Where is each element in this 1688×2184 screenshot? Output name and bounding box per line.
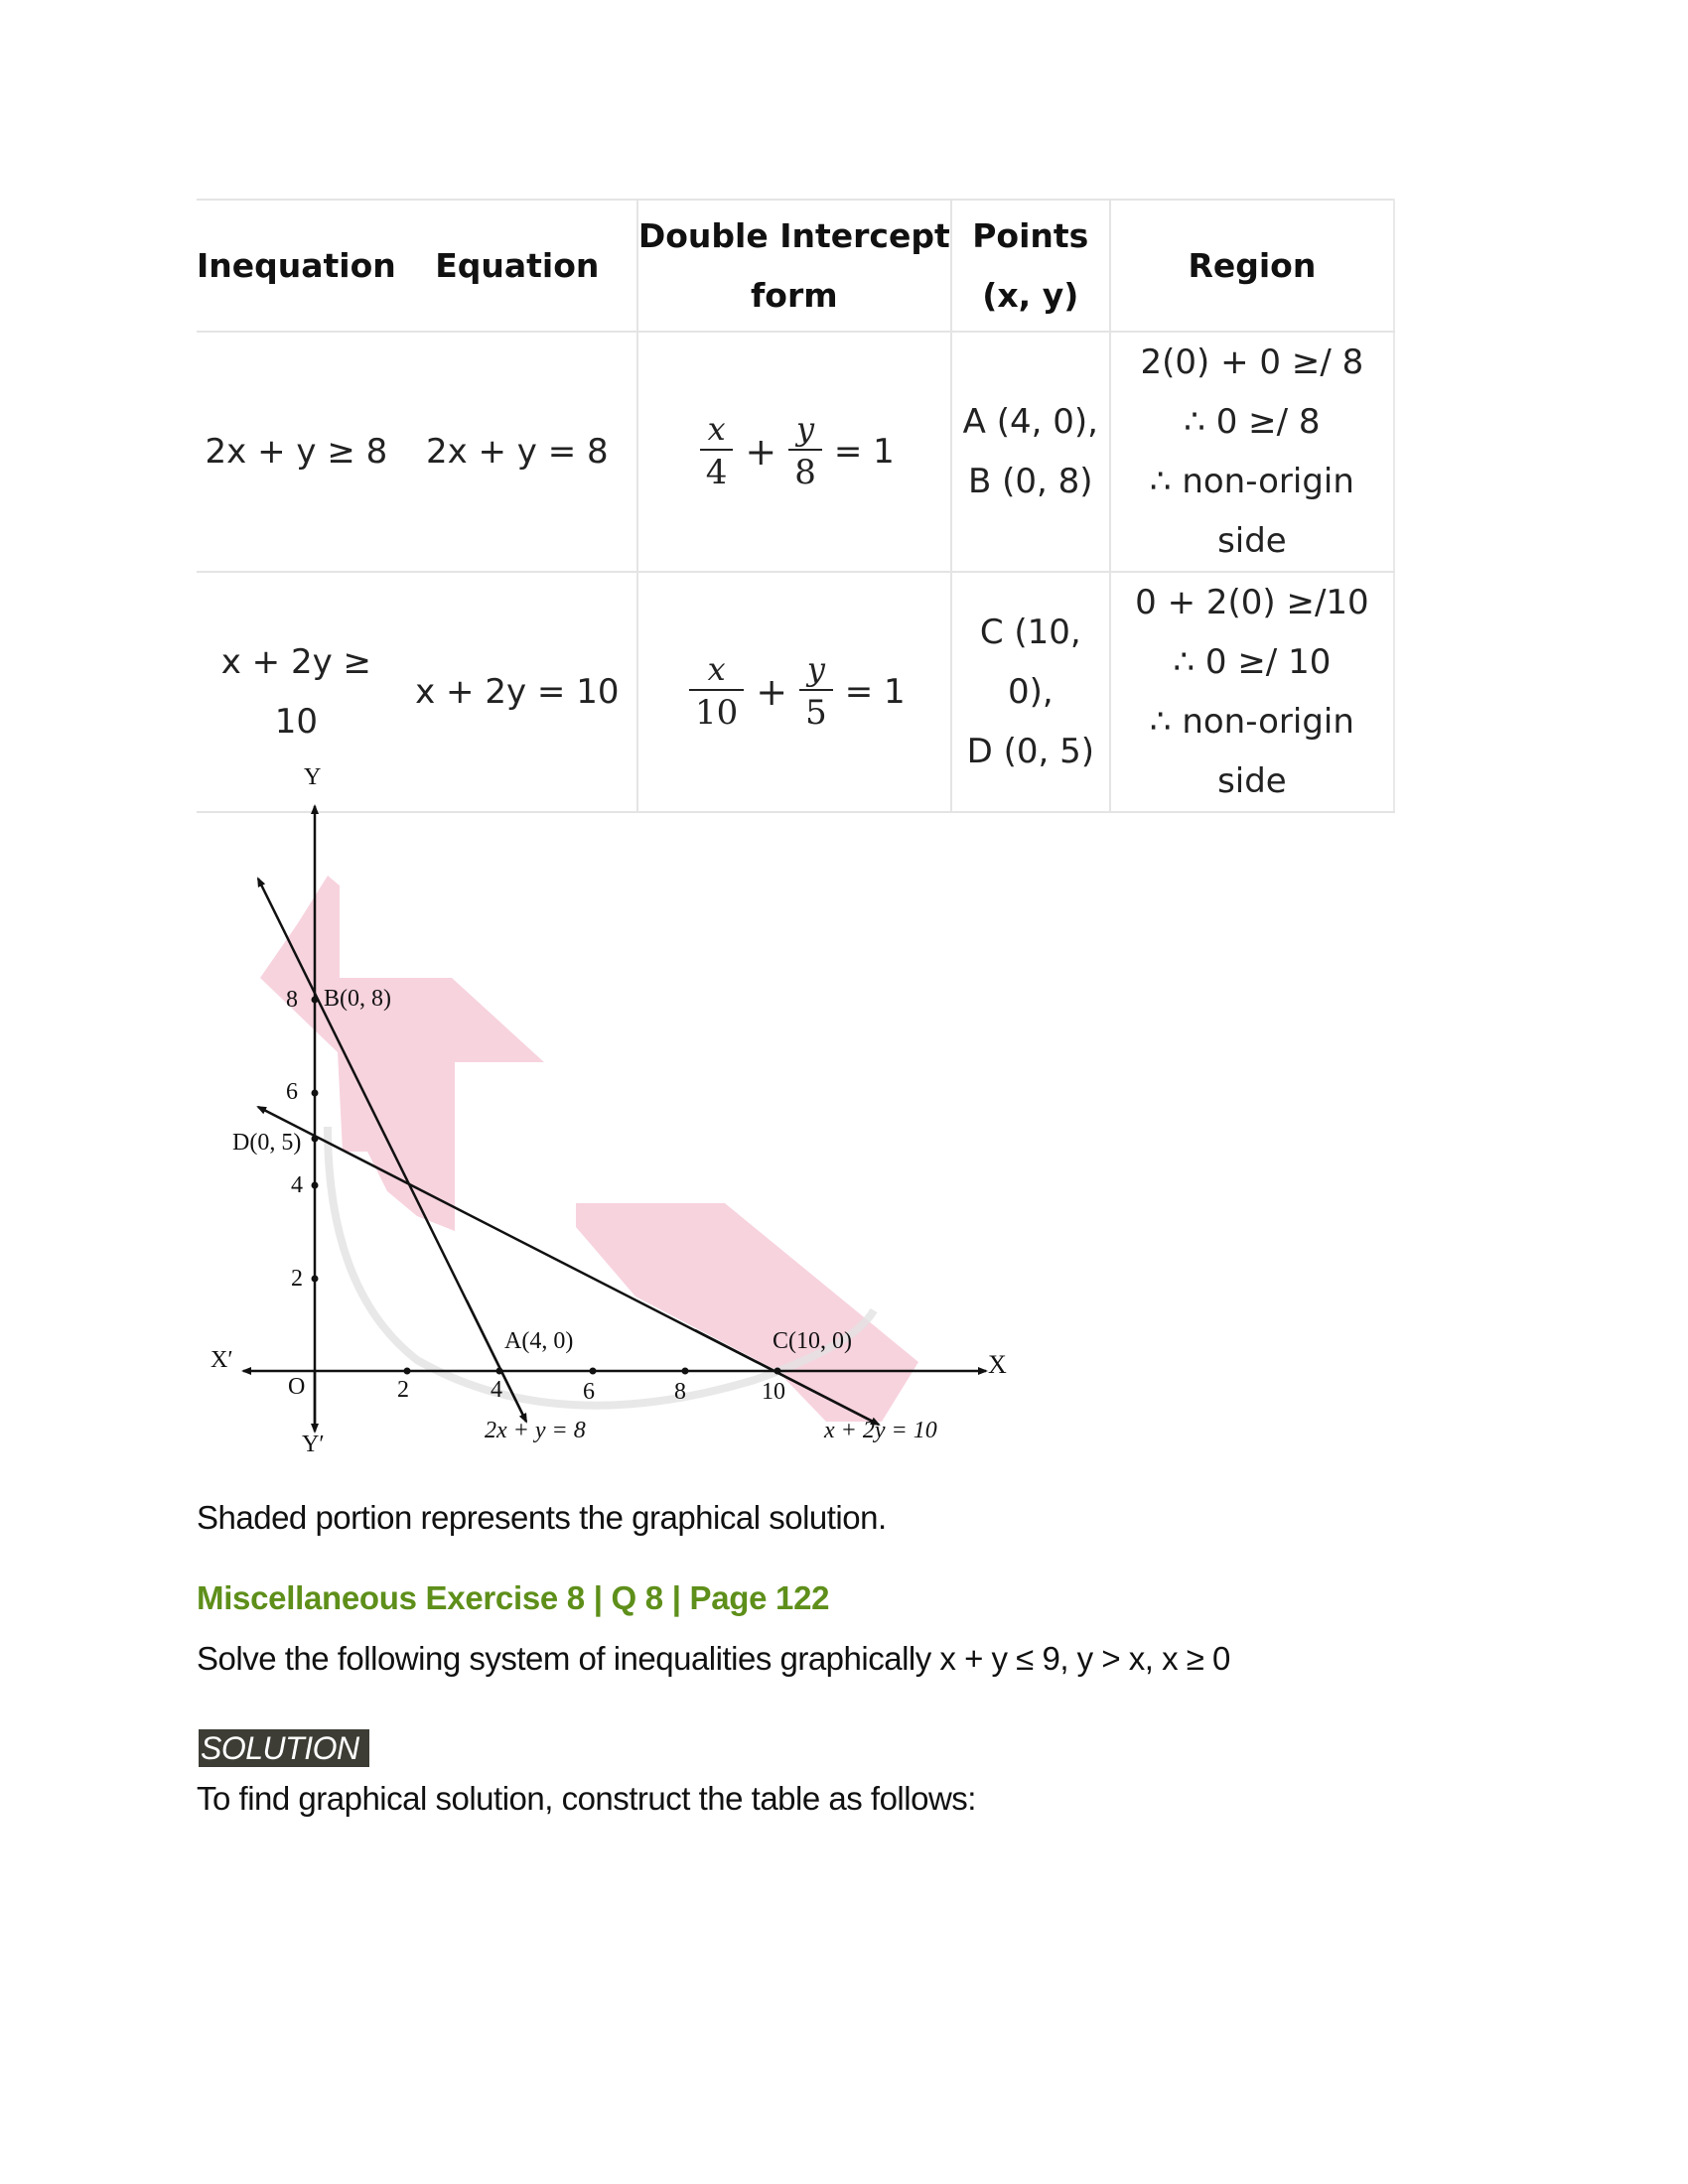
equals-one: = 1 xyxy=(844,672,906,712)
cell-inequation: x + 2y ≥ 10 xyxy=(197,572,397,812)
question-text: Solve the following system of inequalities graphically x + y ≤ 9, y > x, x ≥ 0 xyxy=(197,1640,1230,1677)
region-line: 0 + 2(0) ≥/10 xyxy=(1135,583,1369,622)
denominator: 8 xyxy=(788,449,822,494)
point-label: A (4, 0), xyxy=(962,402,1098,442)
numerator: y xyxy=(806,650,825,688)
header-label: (x, y) xyxy=(982,275,1079,315)
x-tick-8: 8 xyxy=(674,1379,686,1405)
region-line: ∴ non-origin side xyxy=(1149,702,1354,801)
x-tick-6: 6 xyxy=(583,1379,595,1405)
y-tick-8: 8 xyxy=(286,987,298,1013)
numerator: x xyxy=(707,410,726,448)
equals-one: = 1 xyxy=(833,432,895,472)
point-label: C (10, 0), xyxy=(979,613,1081,712)
point-d-label: D(0, 5) xyxy=(232,1130,302,1156)
x-tick-2: 2 xyxy=(397,1377,409,1403)
header-label: form xyxy=(750,275,838,315)
x-tick-10: 10 xyxy=(762,1379,785,1405)
cell-inequation: 2x + y ≥ 8 xyxy=(197,332,397,572)
y-neg-axis-label: Y′ xyxy=(302,1432,325,1457)
point-b-label: B(0, 8) xyxy=(324,986,391,1012)
denominator: 4 xyxy=(700,449,734,494)
plus-sign: + xyxy=(745,430,777,474)
y-axis-label: Y xyxy=(304,764,322,790)
header-label: Inequation xyxy=(197,245,396,285)
cell-equation: x + 2y = 10 xyxy=(397,572,637,812)
y-tick-6: 6 xyxy=(286,1079,298,1105)
header-label: Equation xyxy=(435,245,600,285)
header-label: Region xyxy=(1188,245,1317,285)
cell-equation: 2x + y = 8 xyxy=(397,332,637,572)
numerator: y xyxy=(796,410,815,448)
denominator: 5 xyxy=(799,689,833,735)
region-line: ∴ non-origin side xyxy=(1149,462,1354,561)
region-line: ∴ 0 ≥/ 8 xyxy=(1184,402,1321,442)
exercise-heading: Miscellaneous Exercise 8 | Q 8 | Page 122 xyxy=(197,1579,830,1616)
graph-caption: Shaded portion represents the graphical solution. xyxy=(197,1499,887,1536)
y-tick-2: 2 xyxy=(291,1266,303,1292)
origin-label: O xyxy=(288,1374,306,1400)
line-label-2x-y-8: 2x + y = 8 xyxy=(485,1418,586,1443)
point-c-label: C(10, 0) xyxy=(773,1328,852,1354)
x-tick-4: 4 xyxy=(491,1377,502,1403)
solution-badge: SOLUTION xyxy=(199,1729,369,1767)
x-axis-label: X xyxy=(988,1350,1007,1379)
line-label-x-2y-10: x + 2y = 10 xyxy=(824,1418,937,1443)
region-line: ∴ 0 ≥/ 10 xyxy=(1173,642,1332,682)
x-neg-axis-label: X′ xyxy=(211,1347,233,1373)
denominator: 10 xyxy=(689,689,744,735)
numerator: x xyxy=(707,650,726,688)
point-label: D (0, 5) xyxy=(966,732,1094,771)
region-line: 2(0) + 0 ≥/ 8 xyxy=(1140,342,1364,382)
header-label: Double Intercept xyxy=(637,215,950,255)
y-tick-4: 4 xyxy=(291,1172,303,1198)
header-label: Points xyxy=(972,215,1089,255)
plus-sign: + xyxy=(756,670,788,714)
point-label: B (0, 8) xyxy=(968,462,1093,501)
point-a-label: A(4, 0) xyxy=(504,1328,574,1354)
instruction-text: To find graphical solution, construct the table as follows: xyxy=(197,1780,976,1817)
